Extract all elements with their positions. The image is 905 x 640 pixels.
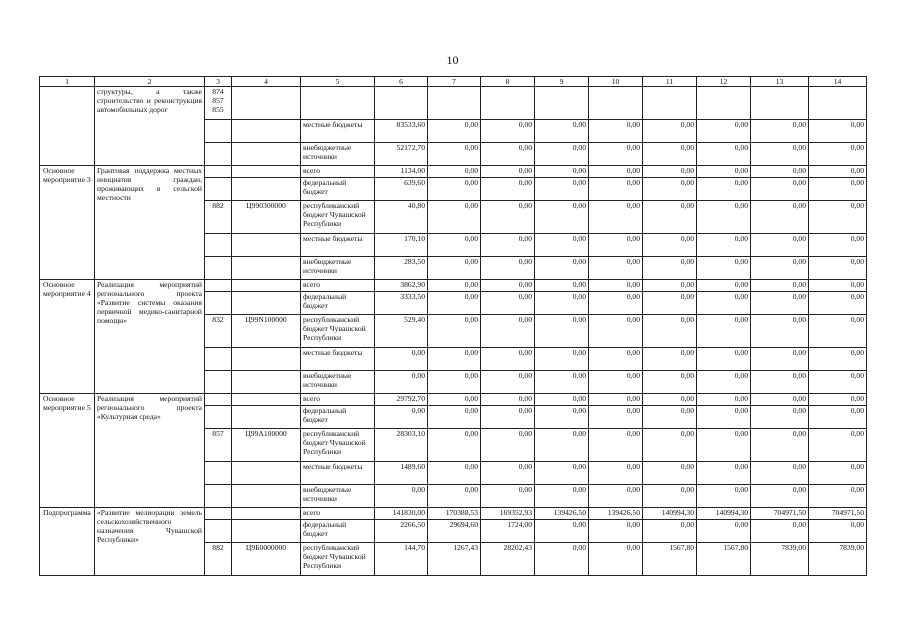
- amount-cell-12: 1567,80: [697, 543, 751, 576]
- classifier-cell: [232, 166, 301, 178]
- amount-cell-11: 1567,80: [643, 543, 697, 576]
- funding-source-cell: всего: [301, 280, 375, 292]
- amount-cell-13: [751, 87, 809, 120]
- amount-cell-6: 1489,60: [375, 462, 428, 485]
- amount-cell-11: 0,00: [643, 178, 697, 201]
- amount-cell-7: 1267,43: [428, 543, 481, 576]
- amount-cell-7: 0,00: [428, 315, 481, 348]
- amount-cell-6: 144,70: [375, 543, 428, 576]
- amount-cell-10: 0,00: [589, 485, 643, 508]
- amount-cell-12: 0,00: [697, 371, 751, 394]
- amount-cell-8: 0,00: [481, 348, 535, 371]
- funding-source-cell: всего: [301, 166, 375, 178]
- amount-cell-10: 0,00: [589, 520, 643, 543]
- classifier-cell: Ц99N100000: [232, 315, 301, 348]
- amount-cell-11: 0,00: [643, 394, 697, 406]
- code-cell: [205, 520, 232, 543]
- amount-cell-8: 0,00: [481, 201, 535, 234]
- amount-cell-6: 170,10: [375, 234, 428, 257]
- amount-cell-6: 83533,60: [375, 120, 428, 143]
- funding-source-cell: республиканский бюджет Чувашской Республики: [301, 543, 375, 576]
- classifier-cell: [232, 348, 301, 371]
- amount-cell-12: 0,00: [697, 520, 751, 543]
- funding-source-cell: республиканский бюджет Чувашской Республики: [301, 315, 375, 348]
- amount-cell-12: 0,00: [697, 143, 751, 166]
- amount-cell-13: 0,00: [751, 462, 809, 485]
- amount-cell-11: 0,00: [643, 292, 697, 315]
- code-cell: [205, 485, 232, 508]
- amount-cell-11: 0,00: [643, 280, 697, 292]
- budget-table: [39, 76, 867, 576]
- activity-name-cell: Основное мероприятие 5: [40, 394, 95, 508]
- amount-cell-8: 0,00: [481, 234, 535, 257]
- code-cell: [205, 257, 232, 280]
- amount-cell-13: 0,00: [751, 280, 809, 292]
- activity-description-cell: Реализация мероприятий регионального проекта «Культурная среда»: [95, 394, 205, 508]
- code-cell: [205, 292, 232, 315]
- amount-cell-11: 0,00: [643, 120, 697, 143]
- funding-source-cell: республиканский бюджет Чувашской Республики: [301, 429, 375, 462]
- amount-cell-7: 0,00: [428, 280, 481, 292]
- amount-cell-6: 2266,50: [375, 520, 428, 543]
- classifier-cell: [232, 485, 301, 508]
- table-row: [40, 166, 867, 178]
- amount-cell-11: 0,00: [643, 520, 697, 543]
- amount-cell-7: 0,00: [428, 462, 481, 485]
- code-cell: [205, 371, 232, 394]
- classifier-cell: [232, 508, 301, 520]
- amount-cell-6: 1134,00: [375, 166, 428, 178]
- amount-cell-11: 0,00: [643, 485, 697, 508]
- code-cell: [205, 234, 232, 257]
- page-number: 10: [446, 53, 459, 67]
- amount-cell-14: 0,00: [809, 462, 867, 485]
- amount-cell-11: 0,00: [643, 462, 697, 485]
- amount-cell-11: 0,00: [643, 234, 697, 257]
- code-cell: [205, 178, 232, 201]
- amount-cell-11: [643, 87, 697, 120]
- amount-cell-9: [535, 87, 589, 120]
- amount-cell-12: 0,00: [697, 462, 751, 485]
- amount-cell-8: 0,00: [481, 429, 535, 462]
- funding-source-cell: внебюджетные источники: [301, 485, 375, 508]
- amount-cell-14: 0,00: [809, 406, 867, 429]
- classifier-cell: [232, 520, 301, 543]
- amount-cell-13: 7839,00: [751, 543, 809, 576]
- code-cell: [205, 462, 232, 485]
- amount-cell-9: 0,00: [535, 166, 589, 178]
- activity-name-cell: Подпрограмма: [40, 508, 95, 576]
- code-cell: 832: [205, 315, 232, 348]
- amount-cell-13: 0,00: [751, 234, 809, 257]
- amount-cell-13: 0,00: [751, 143, 809, 166]
- amount-cell-6: 3862,90: [375, 280, 428, 292]
- amount-cell-8: 0,00: [481, 166, 535, 178]
- classifier-cell: [232, 234, 301, 257]
- header-cell-1: 1: [40, 77, 95, 87]
- amount-cell-7: 0,00: [428, 143, 481, 166]
- amount-cell-14: 0,00: [809, 280, 867, 292]
- amount-cell-9: 0,00: [535, 394, 589, 406]
- amount-cell-8: 0,00: [481, 462, 535, 485]
- header-cell-12: 12: [697, 77, 751, 87]
- amount-cell-7: 170388,53: [428, 508, 481, 520]
- amount-cell-7: 0,00: [428, 394, 481, 406]
- amount-cell-14: 0,00: [809, 201, 867, 234]
- amount-cell-14: 704971,50: [809, 508, 867, 520]
- amount-cell-9: 0,00: [535, 292, 589, 315]
- amount-cell-13: 0,00: [751, 520, 809, 543]
- funding-source-cell: федеральный бюджет: [301, 292, 375, 315]
- amount-cell-8: 28202,43: [481, 543, 535, 576]
- amount-cell-12: 0,00: [697, 406, 751, 429]
- code-cell: [205, 508, 232, 520]
- amount-cell-6: 0,00: [375, 485, 428, 508]
- amount-cell-14: 0,00: [809, 257, 867, 280]
- amount-cell-9: 0,00: [535, 543, 589, 576]
- amount-cell-12: 0,00: [697, 485, 751, 508]
- amount-cell-9: 0,00: [535, 520, 589, 543]
- classifier-cell: [232, 257, 301, 280]
- amount-cell-9: 0,00: [535, 429, 589, 462]
- activity-description-cell: Грантовая поддержка местных инициатив граждан, проживающих в сельской местности: [95, 166, 205, 280]
- amount-cell-6: 0,00: [375, 348, 428, 371]
- amount-cell-14: 0,00: [809, 348, 867, 371]
- amount-cell-9: 0,00: [535, 406, 589, 429]
- amount-cell-12: 0,00: [697, 280, 751, 292]
- amount-cell-7: 0,00: [428, 406, 481, 429]
- amount-cell-9: 139426,50: [535, 508, 589, 520]
- amount-cell-9: 0,00: [535, 120, 589, 143]
- header-cell-6: 6: [375, 77, 428, 87]
- amount-cell-9: 0,00: [535, 315, 589, 348]
- funding-source-cell: всего: [301, 394, 375, 406]
- activity-description-cell: структуры, а также строительство и реконструкция автомобильных дорог: [95, 87, 205, 166]
- amount-cell-11: 0,00: [643, 406, 697, 429]
- amount-cell-7: 0,00: [428, 292, 481, 315]
- amount-cell-14: 0,00: [809, 371, 867, 394]
- amount-cell-12: 0,00: [697, 292, 751, 315]
- code-cell: 857: [205, 429, 232, 462]
- amount-cell-8: [481, 87, 535, 120]
- amount-cell-13: 0,00: [751, 315, 809, 348]
- amount-cell-8: 0,00: [481, 394, 535, 406]
- code-cell: 882: [205, 543, 232, 576]
- header-cell-11: 11: [643, 77, 697, 87]
- code-cell: [205, 120, 232, 143]
- funding-source-cell: местные бюджеты: [301, 348, 375, 371]
- classifier-cell: [232, 292, 301, 315]
- amount-cell-13: 0,00: [751, 371, 809, 394]
- classifier-cell: [232, 87, 301, 120]
- amount-cell-7: 0,00: [428, 485, 481, 508]
- amount-cell-14: 0,00: [809, 234, 867, 257]
- amount-cell-11: 0,00: [643, 348, 697, 371]
- classifier-cell: Ц9Б0000000: [232, 543, 301, 576]
- amount-cell-6: 639,60: [375, 178, 428, 201]
- activity-name-cell: Основное мероприятие 4: [40, 280, 95, 394]
- amount-cell-7: 0,00: [428, 201, 481, 234]
- amount-cell-9: 0,00: [535, 348, 589, 371]
- amount-cell-10: 0,00: [589, 257, 643, 280]
- amount-cell-14: 0,00: [809, 166, 867, 178]
- amount-cell-6: 0,00: [375, 406, 428, 429]
- amount-cell-12: 0,00: [697, 178, 751, 201]
- code-cell: [205, 143, 232, 166]
- amount-cell-6: 3333,50: [375, 292, 428, 315]
- amount-cell-8: 0,00: [481, 178, 535, 201]
- classifier-cell: [232, 371, 301, 394]
- amount-cell-14: 7839,00: [809, 543, 867, 576]
- amount-cell-10: 0,00: [589, 234, 643, 257]
- amount-cell-13: 0,00: [751, 292, 809, 315]
- funding-source-cell: всего: [301, 508, 375, 520]
- amount-cell-6: 0,00: [375, 371, 428, 394]
- funding-source-cell: местные бюджеты: [301, 462, 375, 485]
- amount-cell-14: 0,00: [809, 394, 867, 406]
- funding-source-cell: федеральный бюджет: [301, 178, 375, 201]
- code-cell: [205, 406, 232, 429]
- amount-cell-7: 0,00: [428, 257, 481, 280]
- funding-source-cell: местные бюджеты: [301, 120, 375, 143]
- table-row: [40, 394, 867, 406]
- amount-cell-13: 0,00: [751, 348, 809, 371]
- amount-cell-10: [589, 87, 643, 120]
- funding-source-cell: республиканский бюджет Чувашской Республики: [301, 201, 375, 234]
- header-cell-14: 14: [809, 77, 867, 87]
- amount-cell-6: 283,50: [375, 257, 428, 280]
- amount-cell-10: 0,00: [589, 348, 643, 371]
- amount-cell-10: 0,00: [589, 178, 643, 201]
- amount-cell-7: 0,00: [428, 429, 481, 462]
- amount-cell-11: 140994,30: [643, 508, 697, 520]
- amount-cell-11: 0,00: [643, 166, 697, 178]
- code-cell: [205, 348, 232, 371]
- amount-cell-11: 0,00: [643, 315, 697, 348]
- amount-cell-14: 0,00: [809, 178, 867, 201]
- header-cell-8: 8: [481, 77, 535, 87]
- amount-cell-11: 0,00: [643, 257, 697, 280]
- classifier-cell: [232, 143, 301, 166]
- amount-cell-7: 0,00: [428, 348, 481, 371]
- amount-cell-13: 0,00: [751, 394, 809, 406]
- funding-source-cell: внебюджетные источники: [301, 371, 375, 394]
- classifier-cell: [232, 280, 301, 292]
- activity-description-cell: «Развитие мелиорации земель сельскохозяйственного назначения Чувашской Республики»: [95, 508, 205, 576]
- amount-cell-12: 0,00: [697, 315, 751, 348]
- amount-cell-10: 0,00: [589, 143, 643, 166]
- amount-cell-14: 0,00: [809, 315, 867, 348]
- funding-source-cell: внебюджетные источники: [301, 143, 375, 166]
- funding-source-cell: [301, 87, 375, 120]
- amount-cell-6: 29792,70: [375, 394, 428, 406]
- code-cell: [205, 280, 232, 292]
- amount-cell-13: 0,00: [751, 120, 809, 143]
- classifier-cell: [232, 120, 301, 143]
- code-cell: [205, 394, 232, 406]
- amount-cell-12: 0,00: [697, 166, 751, 178]
- amount-cell-14: 0,00: [809, 120, 867, 143]
- amount-cell-10: 139426,50: [589, 508, 643, 520]
- amount-cell-11: 0,00: [643, 201, 697, 234]
- funding-source-cell: местные бюджеты: [301, 234, 375, 257]
- funding-source-cell: федеральный бюджет: [301, 520, 375, 543]
- amount-cell-10: 0,00: [589, 394, 643, 406]
- amount-cell-12: 0,00: [697, 429, 751, 462]
- funding-source-cell: федеральный бюджет: [301, 406, 375, 429]
- amount-cell-8: 1724,00: [481, 520, 535, 543]
- classifier-cell: [232, 462, 301, 485]
- amount-cell-12: 140994,30: [697, 508, 751, 520]
- amount-cell-9: 0,00: [535, 462, 589, 485]
- classifier-cell: [232, 394, 301, 406]
- amount-cell-6: 28303,10: [375, 429, 428, 462]
- code-cell: [205, 166, 232, 178]
- amount-cell-14: 0,00: [809, 429, 867, 462]
- header-cell-4: 4: [232, 77, 301, 87]
- amount-cell-10: 0,00: [589, 429, 643, 462]
- table-body: [40, 77, 867, 576]
- amount-cell-6: 40,80: [375, 201, 428, 234]
- amount-cell-8: 169352,93: [481, 508, 535, 520]
- amount-cell-14: 0,00: [809, 485, 867, 508]
- amount-cell-10: 0,00: [589, 462, 643, 485]
- classifier-cell: [232, 406, 301, 429]
- amount-cell-6: 141830,00: [375, 508, 428, 520]
- amount-cell-14: 0,00: [809, 520, 867, 543]
- amount-cell-7: 0,00: [428, 166, 481, 178]
- amount-cell-13: 0,00: [751, 166, 809, 178]
- header-cell-5: 5: [301, 77, 375, 87]
- table-row: [40, 280, 867, 292]
- header-cell-7: 7: [428, 77, 481, 87]
- amount-cell-7: 0,00: [428, 120, 481, 143]
- amount-cell-9: 0,00: [535, 485, 589, 508]
- amount-cell-14: 0,00: [809, 143, 867, 166]
- activity-description-cell: Реализация мероприятий регионального проекта «Развитие системы оказания первичной медико-санитарной помощи»: [95, 280, 205, 394]
- amount-cell-10: 0,00: [589, 315, 643, 348]
- amount-cell-10: 0,00: [589, 280, 643, 292]
- amount-cell-9: 0,00: [535, 257, 589, 280]
- table-row: [40, 87, 867, 120]
- amount-cell-12: 0,00: [697, 120, 751, 143]
- amount-cell-11: 0,00: [643, 371, 697, 394]
- activity-name-cell: Основное мероприятие 3: [40, 166, 95, 280]
- amount-cell-9: 0,00: [535, 371, 589, 394]
- header-cell-13: 13: [751, 77, 809, 87]
- amount-cell-9: 0,00: [535, 234, 589, 257]
- table-row: [40, 508, 867, 520]
- activity-name-cell: [40, 87, 95, 166]
- amount-cell-7: [428, 87, 481, 120]
- amount-cell-8: 0,00: [481, 371, 535, 394]
- amount-cell-10: 0,00: [589, 371, 643, 394]
- amount-cell-11: 0,00: [643, 143, 697, 166]
- amount-cell-10: 0,00: [589, 406, 643, 429]
- header-cell-10: 10: [589, 77, 643, 87]
- amount-cell-8: 0,00: [481, 257, 535, 280]
- amount-cell-8: 0,00: [481, 292, 535, 315]
- header-cell-2: 2: [95, 77, 205, 87]
- amount-cell-13: 0,00: [751, 257, 809, 280]
- amount-cell-13: 0,00: [751, 429, 809, 462]
- amount-cell-12: 0,00: [697, 257, 751, 280]
- amount-cell-12: 0,00: [697, 201, 751, 234]
- amount-cell-6: [375, 87, 428, 120]
- amount-cell-13: 0,00: [751, 201, 809, 234]
- code-cell: 874 857 855: [205, 87, 232, 120]
- amount-cell-13: 0,00: [751, 406, 809, 429]
- header-row: [40, 77, 867, 87]
- amount-cell-13: 0,00: [751, 485, 809, 508]
- amount-cell-6: 52172,70: [375, 143, 428, 166]
- header-cell-9: 9: [535, 77, 589, 87]
- amount-cell-8: 0,00: [481, 120, 535, 143]
- code-cell: 882: [205, 201, 232, 234]
- amount-cell-11: 0,00: [643, 429, 697, 462]
- amount-cell-9: 0,00: [535, 143, 589, 166]
- amount-cell-10: 0,00: [589, 292, 643, 315]
- amount-cell-10: 0,00: [589, 543, 643, 576]
- amount-cell-9: 0,00: [535, 178, 589, 201]
- amount-cell-8: 0,00: [481, 485, 535, 508]
- amount-cell-13: 704971,50: [751, 508, 809, 520]
- amount-cell-10: 0,00: [589, 120, 643, 143]
- header-cell-3: 3: [205, 77, 232, 87]
- amount-cell-14: 0,00: [809, 292, 867, 315]
- amount-cell-9: 0,00: [535, 201, 589, 234]
- amount-cell-8: 0,00: [481, 143, 535, 166]
- amount-cell-12: [697, 87, 751, 120]
- funding-source-cell: внебюджетные источники: [301, 257, 375, 280]
- classifier-cell: [232, 178, 301, 201]
- amount-cell-7: 29694,60: [428, 520, 481, 543]
- amount-cell-7: 0,00: [428, 234, 481, 257]
- amount-cell-7: 0,00: [428, 371, 481, 394]
- amount-cell-10: 0,00: [589, 166, 643, 178]
- amount-cell-13: 0,00: [751, 178, 809, 201]
- classifier-cell: Ц99А100000: [232, 429, 301, 462]
- amount-cell-12: 0,00: [697, 348, 751, 371]
- amount-cell-12: 0,00: [697, 394, 751, 406]
- amount-cell-14: [809, 87, 867, 120]
- amount-cell-10: 0,00: [589, 201, 643, 234]
- amount-cell-8: 0,00: [481, 406, 535, 429]
- amount-cell-8: 0,00: [481, 280, 535, 292]
- amount-cell-6: 529,40: [375, 315, 428, 348]
- amount-cell-8: 0,00: [481, 315, 535, 348]
- classifier-cell: Ц990300000: [232, 201, 301, 234]
- amount-cell-12: 0,00: [697, 234, 751, 257]
- amount-cell-9: 0,00: [535, 280, 589, 292]
- amount-cell-7: 0,00: [428, 178, 481, 201]
